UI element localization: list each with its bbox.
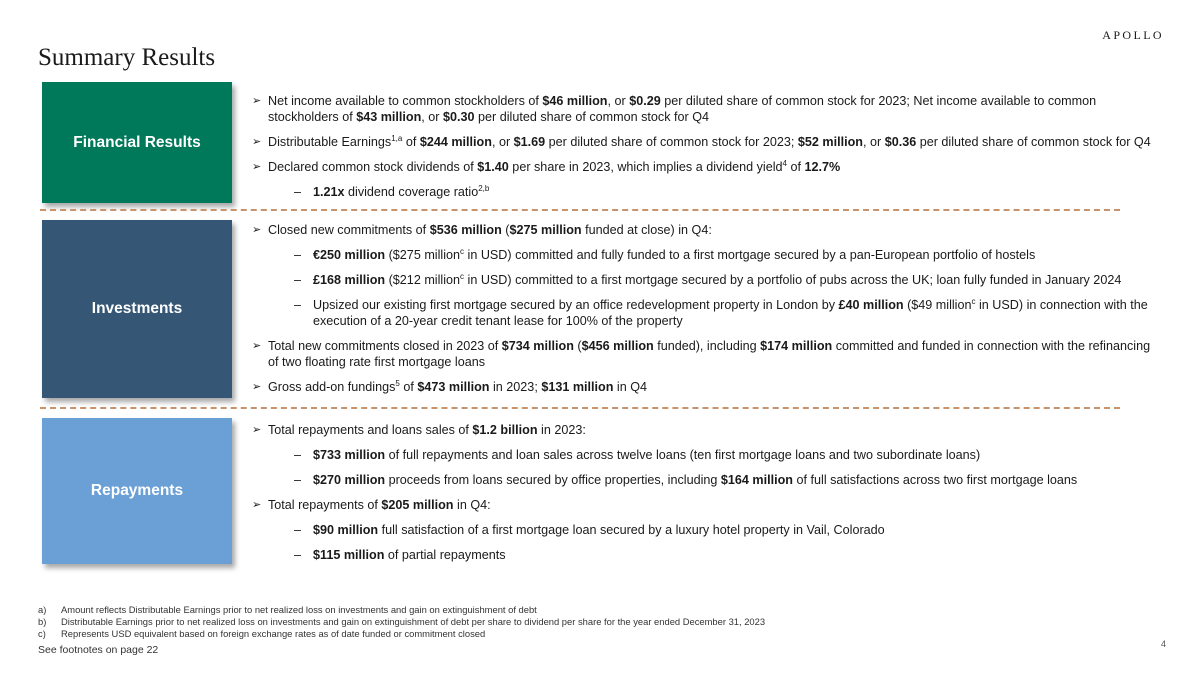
financial-results-label: Financial Results <box>73 133 201 151</box>
bullet-item: ➢ Net income available to common stockholders of $46 million, or $0.29 per diluted share of common stock for 2023; Net income available to common stockholders of $43 million, or $0.30 per diluted share of common stock for Q4 <box>252 93 1157 125</box>
repayments-box <box>42 418 232 564</box>
footnote: c) Represents USD equivalent based on foreign exchange rates as of date funded or commitment closed <box>38 628 486 640</box>
bullet-item: ➢ Total repayments of $205 million in Q4: <box>252 497 1157 513</box>
repayments-label: Repayments <box>90 482 184 499</box>
footnote: a) Amount reflects Distributable Earnings prior to net realized loss on investments and gain on extinguishment of debt <box>38 604 537 615</box>
bullet-item: ➢ Total new commitments closed in 2023 of $734 million ($456 million funded), including $174 million committed and funded in connection with the refinancing of two floating rate first mortgage loans <box>252 338 1157 370</box>
investments-content <box>252 222 1157 404</box>
sub-bullet-item: – $115 million of partial repayments <box>252 547 1157 563</box>
page-title: Summary Results <box>38 44 216 71</box>
section-divider <box>40 209 1120 211</box>
bullet-item: ➢ Distributable Earnings$^{1,a}$ of $244 million, or $1.69 per diluted share of common stock for 2023; $52 million, or $0.36 per diluted share of common stock for Q4 <box>252 134 1157 150</box>
see-footnotes-note: See footnotes on page 22 <box>38 644 159 656</box>
sub-bullet-item: – Upsized our existing first mortgage secured by an office redevelopment property in London by £40 million ($49 million$^c$ in USD) in connection with the execution of a 20-year credit tenant lease for 100% of the property <box>252 297 1157 329</box>
investments-label: Investments <box>91 300 183 317</box>
financial-results-box <box>42 82 232 203</box>
footnote: b) Distributable Earnings prior to net realized loss on investments and gain on extinguishment of debt per share to dividend per share for the year ended December 31, 2023 <box>38 616 766 628</box>
sub-bullet-item: – 1.21x dividend coverage ratio$^{2,b}$ <box>252 184 1157 200</box>
section-divider <box>40 407 1120 409</box>
sub-bullet-item: – £168 million ($212 million$^c$ in USD) committed to a first mortgage secured by a portfolio of pubs across the UK; loan fully funded in January 2024 <box>252 272 1157 288</box>
sub-bullet-item: – $733 million of full repayments and loan sales across twelve loans (ten first mortgage loans and two subordinate loans) <box>252 447 1157 463</box>
bullet-item: ➢ Declared common stock dividends of $1.40 per share in 2023, which implies a dividend yield$^4$ of 12.7% <box>252 159 1157 175</box>
financial-results-content <box>252 93 1157 209</box>
bullet-item: ➢ Closed new commitments of $536 million ($275 million funded at close) in Q4: <box>252 222 1157 238</box>
footnotes <box>38 604 765 641</box>
page-number: 4 <box>1160 639 1166 649</box>
repayments-content <box>252 422 1157 572</box>
apollo-logo: APOLLO <box>1102 28 1164 42</box>
bullet-item: ➢ Gross add-on fundings$^5$ of $473 million in 2023; $131 million in Q4 <box>252 379 1157 395</box>
sub-bullet-item: – €250 million ($275 million$^c$ in USD) committed and fully funded to a first mortgage secured by a pan-European portfolio of hostels <box>252 247 1157 263</box>
bullet-item: ➢ Total repayments and loans sales of $1.2 billion in 2023: <box>252 422 1157 438</box>
investments-box <box>42 220 232 398</box>
sub-bullet-item: – $270 million proceeds from loans secured by office properties, including $164 million of full satisfactions across two first mortgage loans <box>252 472 1157 488</box>
sub-bullet-item: – $90 million full satisfaction of a first mortgage loan secured by a luxury hotel property in Vail, Colorado <box>252 522 1157 538</box>
